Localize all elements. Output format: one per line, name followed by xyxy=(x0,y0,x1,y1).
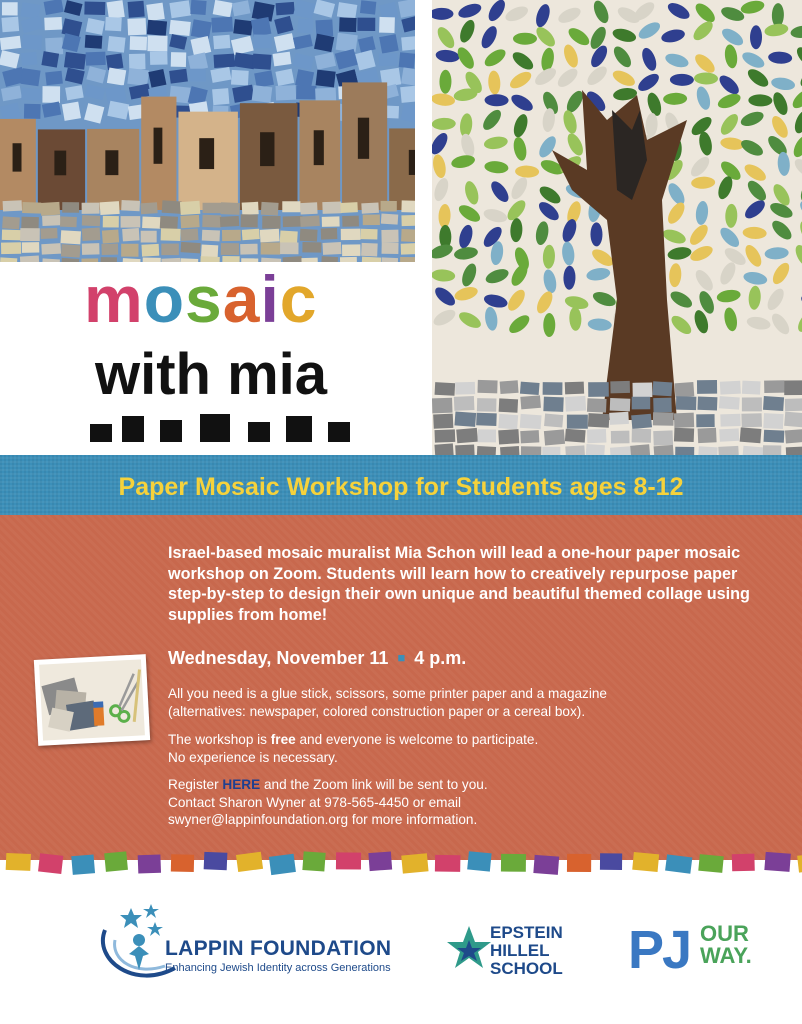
lappin-foundation-name: LAPPIN FOUNDATION xyxy=(165,937,392,960)
supplies-line: All you need is a glue stick, scissors, some printer paper and a magazine xyxy=(168,686,607,701)
email-line: swyner@lappinfoundation.org for more information. xyxy=(168,812,478,827)
epstein-line-3: SCHOOL xyxy=(490,959,563,978)
title-letter: c xyxy=(279,262,318,336)
epstein-line-1: EPSTEIN xyxy=(490,923,563,942)
event-time: 4 p.m. xyxy=(414,648,467,668)
lappin-foundation-tagline: Enhancing Jewish Identity across Generations xyxy=(165,962,391,974)
bullet-icon: ■ xyxy=(397,650,406,665)
title-letter: s xyxy=(185,262,223,336)
register-suffix: and the Zoom link will be sent to you. xyxy=(260,777,488,792)
experience-line: No experience is necessary. xyxy=(168,749,338,765)
supplies-photo xyxy=(34,654,150,746)
intro-paragraph: Israel-based mosaic muralist Mia Schon will lead a one-hour paper mosaic workshop on Zoom. Students will learn how to creatively repurpose paper step-by-step to design their own unique and beautiful themed collage using supplies from home! xyxy=(168,544,750,624)
workshop-prefix: The workshop is xyxy=(168,732,271,747)
tile-border-art xyxy=(0,848,802,876)
title-mosaic xyxy=(84,262,318,336)
supplies-paragraph xyxy=(168,685,768,720)
workshop-line xyxy=(168,731,768,749)
title-letter: i xyxy=(260,262,280,336)
pj-our-way-text xyxy=(700,923,752,967)
houses-mosaic-art xyxy=(0,0,415,262)
register-here-link[interactable]: HERE xyxy=(222,777,261,792)
workshop-suffix: and everyone is welcome to participate. xyxy=(295,732,539,747)
title-letter: m xyxy=(84,262,144,336)
title-letter: o xyxy=(143,262,186,336)
register-prefix: Register xyxy=(168,777,223,792)
hero-mosaic-tree-image xyxy=(432,0,802,455)
hero-mosaic-houses-image xyxy=(0,0,415,262)
pj-our-word: OUR xyxy=(700,921,749,946)
event-datetime xyxy=(168,648,466,669)
title-with-mia: with mia xyxy=(95,342,328,407)
mosaic-tile-border xyxy=(0,848,802,876)
supplies-alternatives: (alternatives: newspaper, colored construction paper or a cereal box). xyxy=(168,703,586,719)
supplies-illustration xyxy=(39,659,145,740)
title-cropped-letters xyxy=(90,412,360,442)
tree-mosaic-art xyxy=(432,0,802,455)
epstein-line-2: HILLEL xyxy=(490,941,550,960)
workshop-paragraph xyxy=(168,731,768,766)
contact-line: Contact Sharon Wyner at 978-565-4450 or email xyxy=(168,794,462,810)
workshop-subtitle: Paper Mosaic Workshop for Students ages 8-12 xyxy=(118,473,684,501)
workshop-free: free xyxy=(270,732,296,747)
register-line xyxy=(168,776,768,794)
pj-way-word: WAY. xyxy=(700,943,752,968)
event-day: Wednesday, November 11 xyxy=(168,648,389,668)
register-paragraph xyxy=(168,776,768,829)
epstein-hillel-school-name xyxy=(490,924,563,978)
title-letter: a xyxy=(222,262,261,336)
pj-our-way-logo: PJ xyxy=(628,920,691,980)
